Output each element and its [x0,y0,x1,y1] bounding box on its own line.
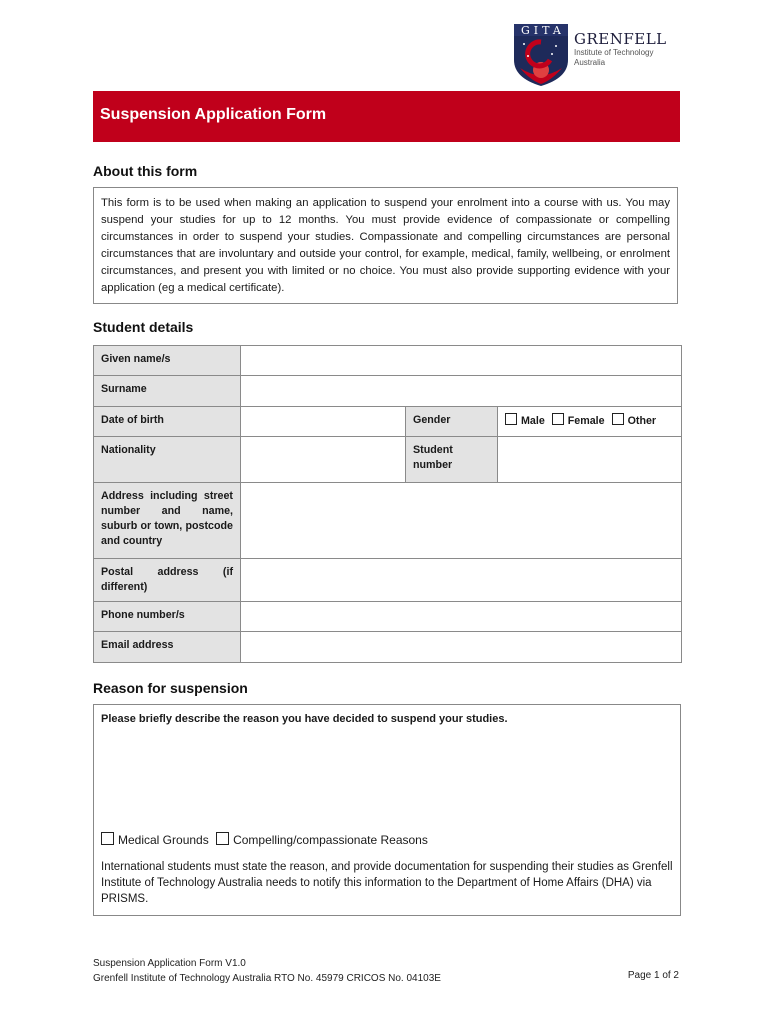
given-name-label: Given name/s [94,346,241,376]
phone-label: Phone number/s [94,602,241,632]
gender-label: Gender [406,407,498,437]
surname-field[interactable] [241,376,682,407]
logo-acronym: GITA [521,24,565,37]
reason-heading: Reason for suspension [93,680,248,696]
reason-box [93,704,681,916]
dob-field[interactable] [241,407,406,437]
nationality-label: Nationality [94,437,241,483]
student-number-field[interactable] [498,437,682,483]
about-text: This form is to be used when making an application to suspend your enrolment into a course with us. You may suspend your studies for up to 12 months. You must provide evidence of compassionate or compelling circumstances in order to suspend your studies. Compassionate and compelling circumstances are personal circumstances that are involuntary and outside your control, for example, medical, family, wellbeing, or enrolment circumstances, and present you with limited or no choice. You must also provide supporting evidence with your application (eg a medical certificate). [101,197,670,294]
gender-other-label: Other [627,415,657,427]
about-heading: About this form [93,163,198,179]
reason-text-area[interactable] [95,733,679,828]
reason-prompt: Please briefly describe the reason you have decided to suspend your studies. [101,713,508,725]
page-footer [93,956,441,986]
postal-address-field[interactable] [241,559,682,602]
student-number-label-line1: Student [413,444,453,456]
institute-logo [512,22,682,88]
page-number: Page 1 of 2 [627,970,679,981]
international-students-note: International students must state the reason, and provide documentation for suspending their studies as Grenfell Institute of Technology Australia needs to notify this information to the Department of Home Affairs (DHA) via PRISMS. [101,861,673,905]
address-label: Address including street number and name, suburb or town, postcode and country [94,483,241,559]
medical-grounds-checkbox[interactable] [101,832,114,845]
reason-options [101,832,428,847]
gender-female-label: Female [567,415,605,427]
logo-name: GRENFELL [574,30,667,48]
nationality-field[interactable] [241,437,406,483]
logo-subtitle-line1: Institute of Technology [574,48,654,57]
gender-male-label: Male [521,415,545,427]
email-field[interactable] [241,632,682,663]
given-name-field[interactable] [241,346,682,376]
gender-other-checkbox[interactable] [612,413,624,425]
logo-subtitle-line2: Australia [574,58,606,67]
student-details-heading: Student details [93,319,194,335]
surname-label: Surname [94,376,241,407]
form-title: Suspension Application Form [100,106,327,123]
form-title-bar [93,91,680,142]
compelling-reasons-label: Compelling/compassionate Reasons [233,833,428,847]
gender-options [498,407,682,437]
medical-grounds-label: Medical Grounds [118,833,209,847]
gender-male-checkbox[interactable] [505,413,517,425]
phone-field[interactable] [241,602,682,632]
dob-label: Date of birth [94,407,241,437]
gender-female-checkbox[interactable] [552,413,564,425]
footer-registration: Grenfell Institute of Technology Australia RTO No. 45979 CRICOS No. 04103E [93,973,441,984]
address-field[interactable] [241,483,682,559]
compelling-reasons-checkbox[interactable] [216,832,229,845]
logo-subtitle [574,48,653,68]
student-number-label-line2: number [413,459,453,471]
postal-address-label: Postal address (if different) [94,559,241,602]
student-number-label [406,437,498,483]
about-box [93,187,678,304]
email-label: Email address [94,632,241,663]
student-details-table [93,345,682,663]
footer-form-version: Suspension Application Form V1.0 [93,958,246,969]
